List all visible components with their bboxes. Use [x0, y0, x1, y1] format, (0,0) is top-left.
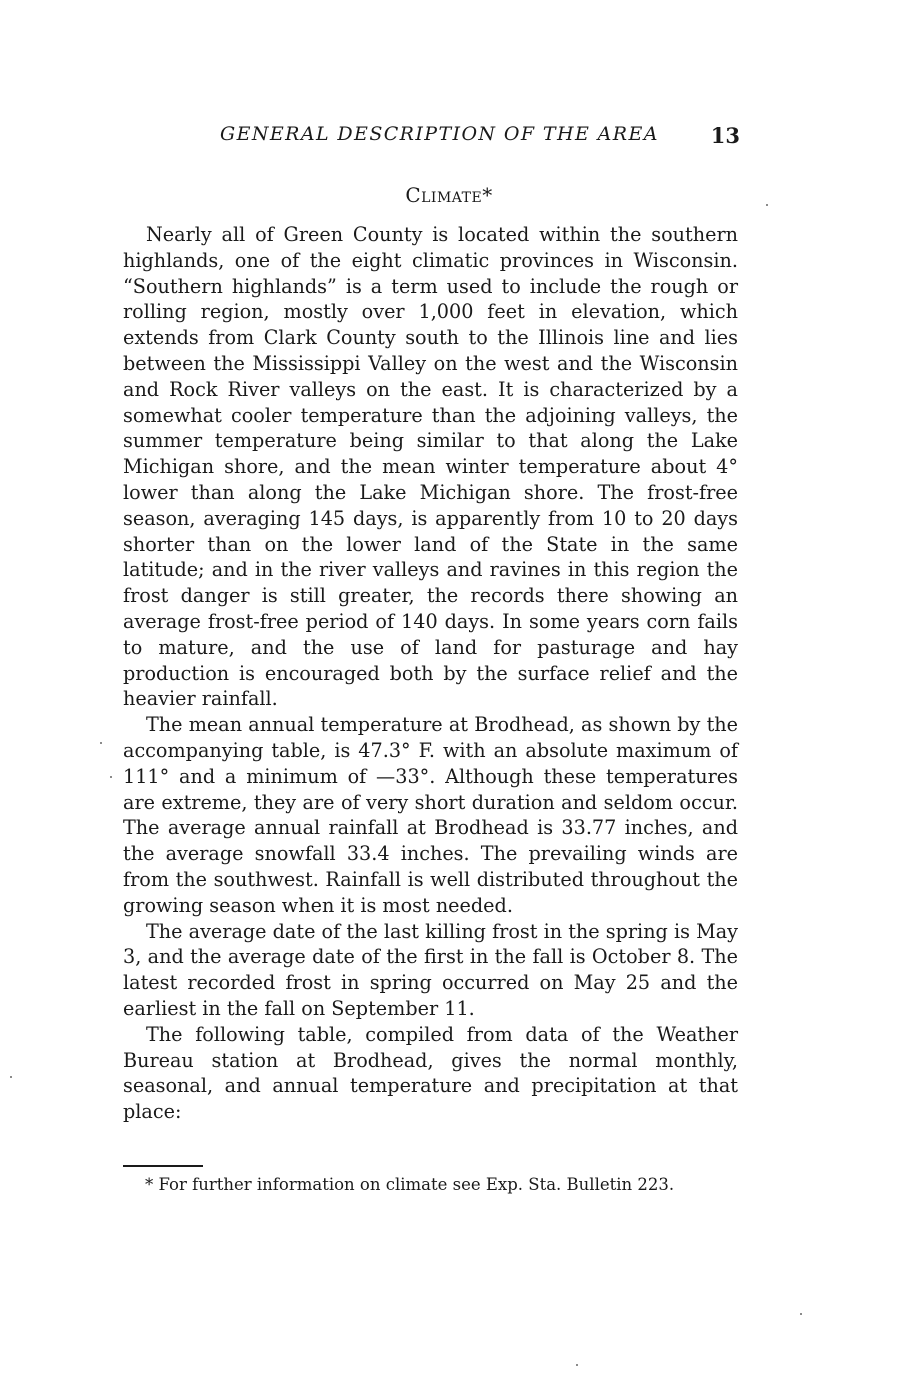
- paper-speck: [800, 1313, 802, 1315]
- paper-speck: [576, 1364, 578, 1366]
- paper-speck: [766, 204, 768, 206]
- paragraph-temperature: The mean annual temperature at Brodhead, as shown by the accompanying table, is 47.3° F. with an absolute maximum of 111° and a minimum of —33°. Although these temperatures are extreme, they are of very short duration and seldom occur. The average annual rainfall at Brodhead is 33.77 inches, and the average snowfall 33.4 inches. The prevailing winds are from the southwest. Rainfall is well distributed throughout the growing season when it is most needed.: [123, 713, 738, 917]
- footnote: * For further information on climate see Exp. Sta. Bulletin 223.: [145, 1175, 675, 1194]
- page-number: 13: [710, 123, 740, 148]
- paragraph-frost-dates: The average date of the last killing frost in the spring is May 3, and the average date of the first in the fall is October 8. The latest recorded frost in spring occurred on May 25 and the earliest in the fall on September 11.: [123, 919, 738, 1020]
- body-text: [123, 222, 738, 1125]
- paper-speck: [110, 776, 112, 778]
- footnote-marker: *: [482, 183, 493, 207]
- section-title: [0, 183, 898, 207]
- paragraph-table-intro: The following table, compiled from data of the Weather Bureau station at Brodhead, gives the normal monthly, seasonal, and annual temperature and precipitation at that place:: [123, 1022, 738, 1124]
- paper-speck: [100, 742, 102, 744]
- running-head: GENERAL DESCRIPTION OF THE AREA: [220, 123, 659, 145]
- footnote-divider: [123, 1165, 203, 1167]
- paragraph-southern-highlands: Nearly all of Green County is located within the southern highlands, one of the eight climatic provinces in Wisconsin. “Southern highlands” is a term used to include the rough or rolling region, mostly over 1,000 feet in elevation, which extends from Clark County south to the Illinois line and lies between the Mississippi Valley on the west and the Wisconsin and Rock River valleys on the east. It is characterized by a somewhat cooler temperature than the adjoining valleys, the summer temperature being similar to that along the Lake Michigan shore, and the mean winter temperature about 4° lower than along the Lake Michigan shore. The frost-free season, averaging 145 days, is apparently from 10 to 20 days shorter than on the lower land of the State in the same latitude; and in the river valleys and ravines in this region the frost danger is still greater, the records there showing an average frost-free period of 140 days. In some years corn fails to mature, and the use of land for pasturage and hay production is encouraged both by the surface relief and the heavier rainfall.: [123, 223, 738, 711]
- page-header: [120, 123, 740, 153]
- section-title-text: Climate: [405, 183, 483, 207]
- paper-speck: [10, 1076, 12, 1078]
